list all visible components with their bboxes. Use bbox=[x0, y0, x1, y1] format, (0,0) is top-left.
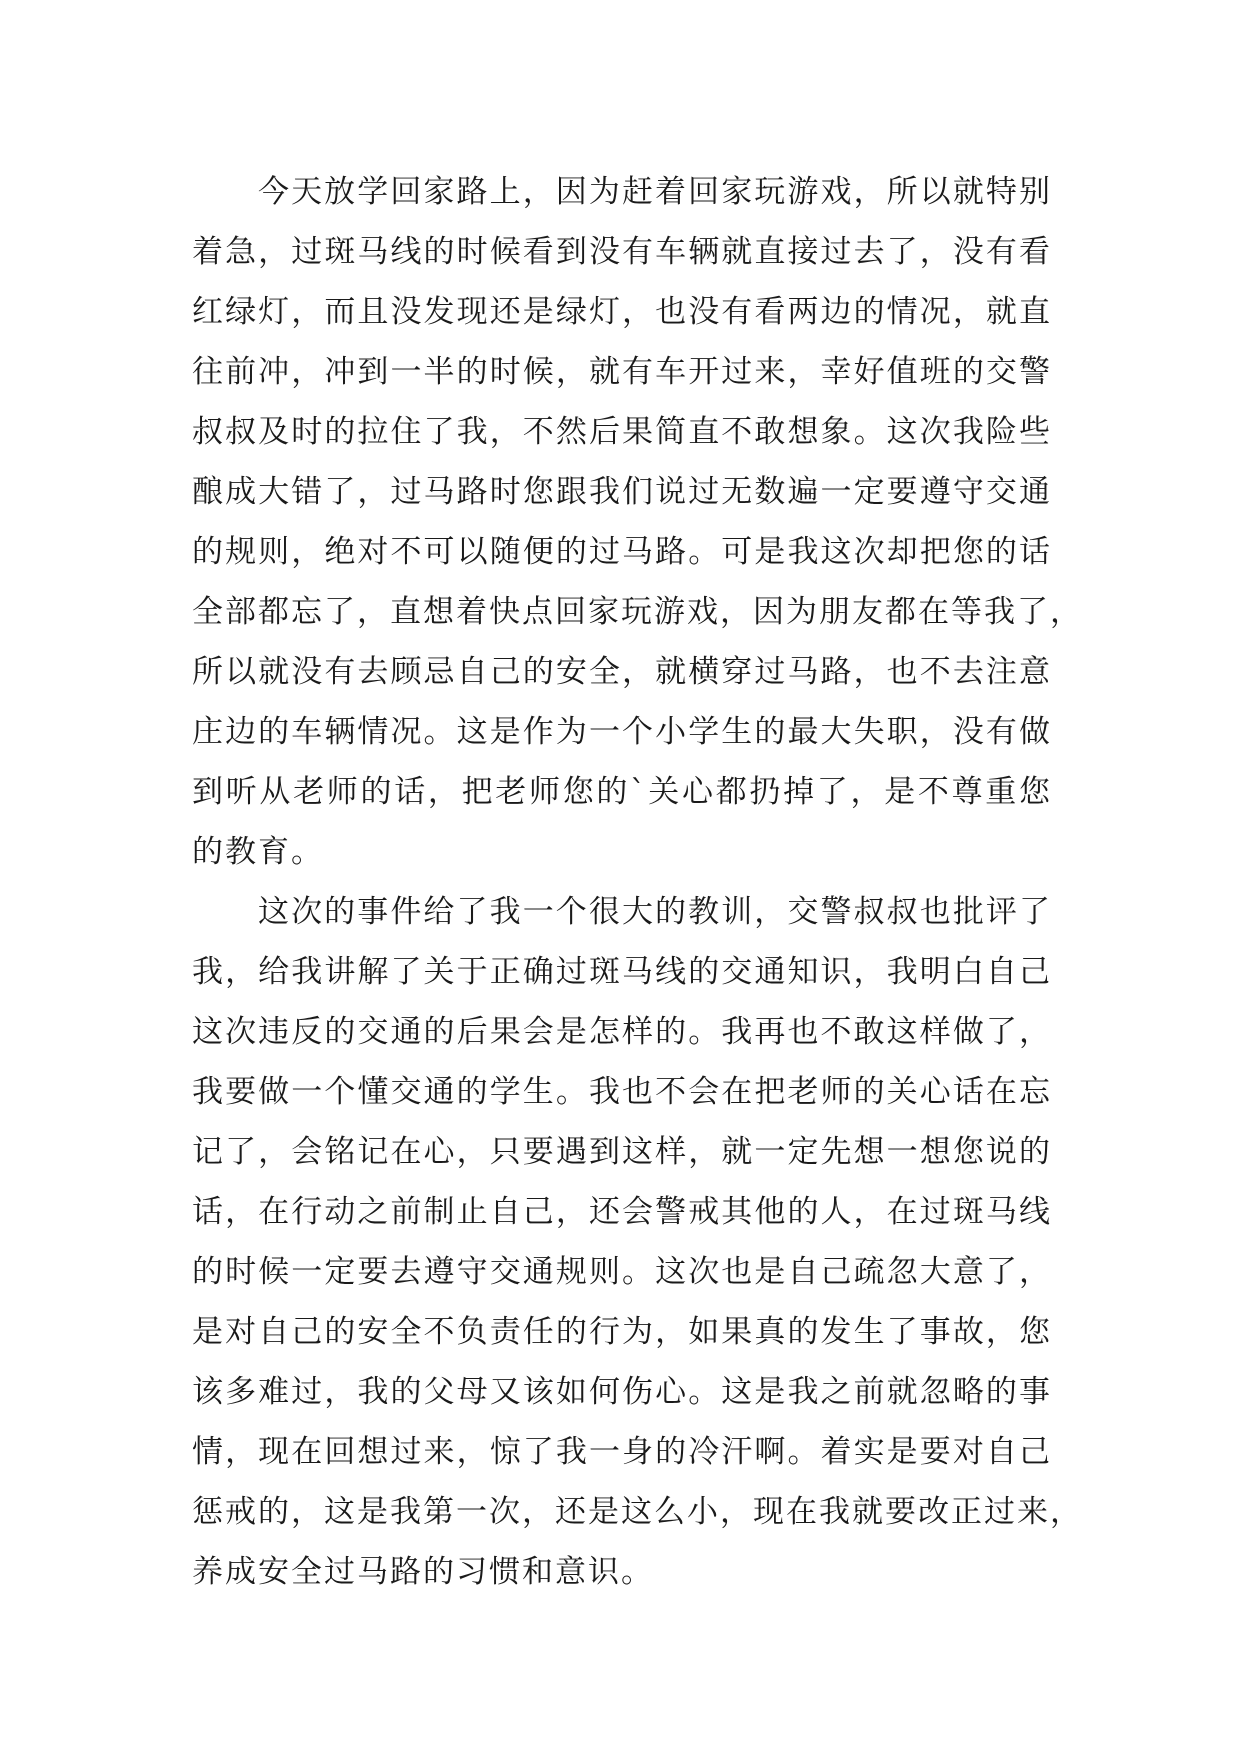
text-line: 到听从老师的话，把老师您的`关心都扔掉了，是不尊重您 bbox=[192, 774, 1052, 810]
text-line: 情，现在回想过来，惊了我一身的冷汗啊。着实是要对自己 bbox=[192, 1434, 1052, 1470]
text-line: 的教育。 bbox=[192, 834, 324, 870]
text-line: 惩戒的，这是我第一次，还是这么小，现在我就要改正过来， bbox=[192, 1494, 1083, 1530]
text-line: 我要做一个懂交通的学生。我也不会在把老师的关心话在忘 bbox=[192, 1074, 1052, 1110]
text-line: 养成安全过马路的习惯和意识。 bbox=[192, 1554, 654, 1590]
text-line: 的时候一定要去遵守交通规则。这次也是自己疏忽大意了， bbox=[192, 1254, 1052, 1290]
text-line: 叔叔及时的拉住了我，不然后果简直不敢想象。这次我险些 bbox=[192, 414, 1052, 450]
document-body bbox=[192, 162, 1083, 1602]
text-line: 的规则，绝对不可以随便的过马路。可是我这次却把您的话 bbox=[192, 534, 1052, 570]
text-line: 该多难过，我的父母又该如何伤心。这是我之前就忽略的事 bbox=[192, 1374, 1052, 1410]
text-line: 记了，会铭记在心，只要遇到这样，就一定先想一想您说的 bbox=[192, 1134, 1052, 1170]
paragraph-1 bbox=[192, 162, 1083, 882]
text-line: 今天放学回家路上，因为赶着回家玩游戏，所以就特别 bbox=[258, 174, 1052, 210]
text-line: 是对自己的安全不负责任的行为，如果真的发生了事故，您 bbox=[192, 1314, 1052, 1350]
text-line: 庄边的车辆情况。这是作为一个小学生的最大失职，没有做 bbox=[192, 714, 1052, 750]
text-line: 红绿灯，而且没发现还是绿灯，也没有看两边的情况，就直 bbox=[192, 294, 1052, 330]
text-line: 所以就没有去顾忌自己的安全，就横穿过马路，也不去注意 bbox=[192, 654, 1052, 690]
text-line: 全部都忘了，直想着快点回家玩游戏，因为朋友都在等我了， bbox=[192, 594, 1083, 630]
text-line: 我，给我讲解了关于正确过斑马线的交通知识，我明白自己 bbox=[192, 954, 1052, 990]
text-line: 话，在行动之前制止自己，还会警戒其他的人，在过斑马线 bbox=[192, 1194, 1052, 1230]
text-line: 这次的事件给了我一个很大的教训，交警叔叔也批评了 bbox=[258, 894, 1052, 930]
text-line: 往前冲，冲到一半的时候，就有车开过来，幸好值班的交警 bbox=[192, 354, 1052, 390]
text-line: 酿成大错了，过马路时您跟我们说过无数遍一定要遵守交通 bbox=[192, 474, 1052, 510]
text-line: 这次违反的交通的后果会是怎样的。我再也不敢这样做了， bbox=[192, 1014, 1052, 1050]
text-line: 着急，过斑马线的时候看到没有车辆就直接过去了，没有看 bbox=[192, 234, 1052, 270]
paragraph-2 bbox=[192, 882, 1083, 1602]
